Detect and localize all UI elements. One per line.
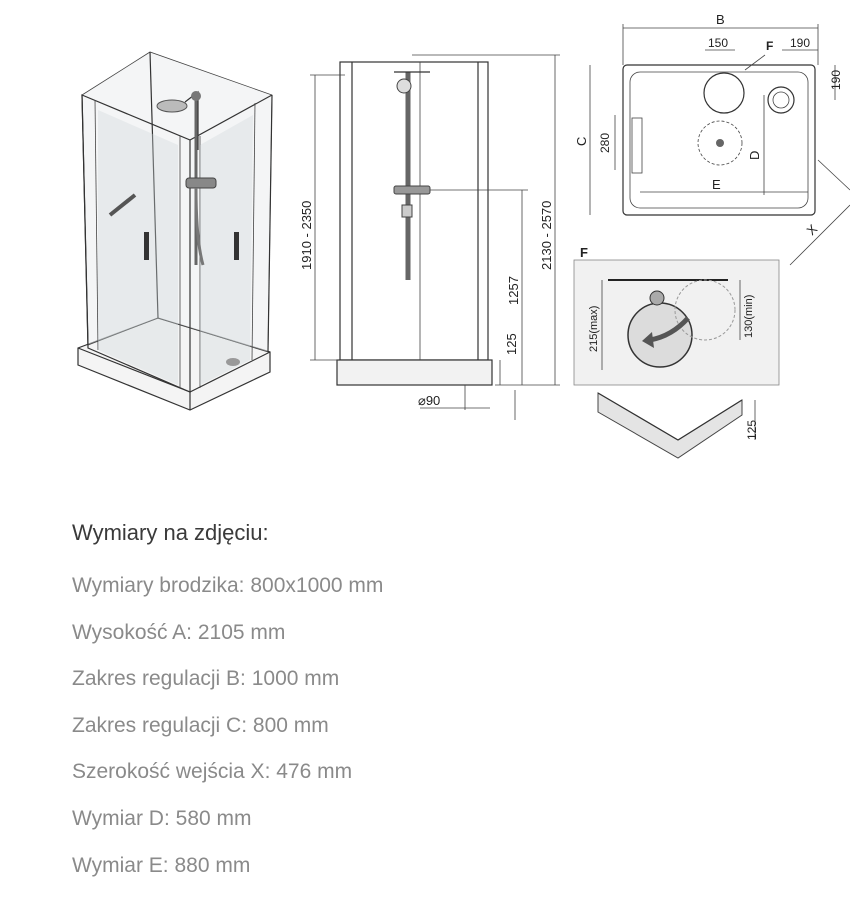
spec-range-c: Zakres regulacji C: 800 mm [72, 713, 329, 737]
tray-height-label: 125 [504, 333, 519, 355]
specs-list [72, 574, 772, 900]
detail-f-view [574, 245, 779, 385]
spec-dimension-e: Wymiar E: 880 mm [72, 853, 251, 877]
spec-tray-dimensions: Wymiary brodzika: 800x1000 mm [72, 574, 384, 597]
detail-f-min-dim: 130(min) [743, 294, 755, 338]
detail-f-label: F [580, 245, 588, 260]
top-view-label-c: C [574, 136, 589, 146]
spec-height-a: Wysokość A: 2105 mm [72, 620, 286, 644]
mixer-height-label: 1257 [506, 276, 521, 305]
top-view-dim-190-side: 190 [829, 69, 843, 90]
top-view-label-d: D [747, 150, 762, 160]
front-elevation-view [299, 55, 560, 420]
spec-dimension-d: Wymiar D: 580 mm [72, 806, 252, 830]
drain-diameter-label: ⌀90 [418, 393, 441, 408]
specs-title: Wymiary na zdjęciu: [72, 520, 269, 545]
top-view-dim-190-top: 190 [790, 36, 811, 50]
spec-entry-width-x: Szerokość wejścia X: 476 mm [72, 760, 353, 784]
top-view-label-f: F [766, 39, 774, 53]
top-view-dim-150: 150 [708, 36, 729, 50]
tray-section-height: 125 [745, 419, 759, 440]
height-range-2-label: 2130 - 2570 [539, 200, 554, 270]
tray-section-view [598, 393, 759, 458]
top-view-label-x: X [803, 221, 821, 239]
height-range-1-label: 1910 - 2350 [299, 200, 314, 270]
top-view-label-b: B [716, 12, 725, 27]
top-view-label-e: E [712, 177, 721, 192]
detail-f-max-dim: 215(max) [588, 305, 600, 352]
top-plan-view [574, 12, 850, 265]
isometric-cabin-view [78, 52, 272, 410]
spec-range-b: Zakres regulacji B: 1000 mm [72, 667, 340, 691]
top-view-dim-280: 280 [598, 132, 612, 153]
